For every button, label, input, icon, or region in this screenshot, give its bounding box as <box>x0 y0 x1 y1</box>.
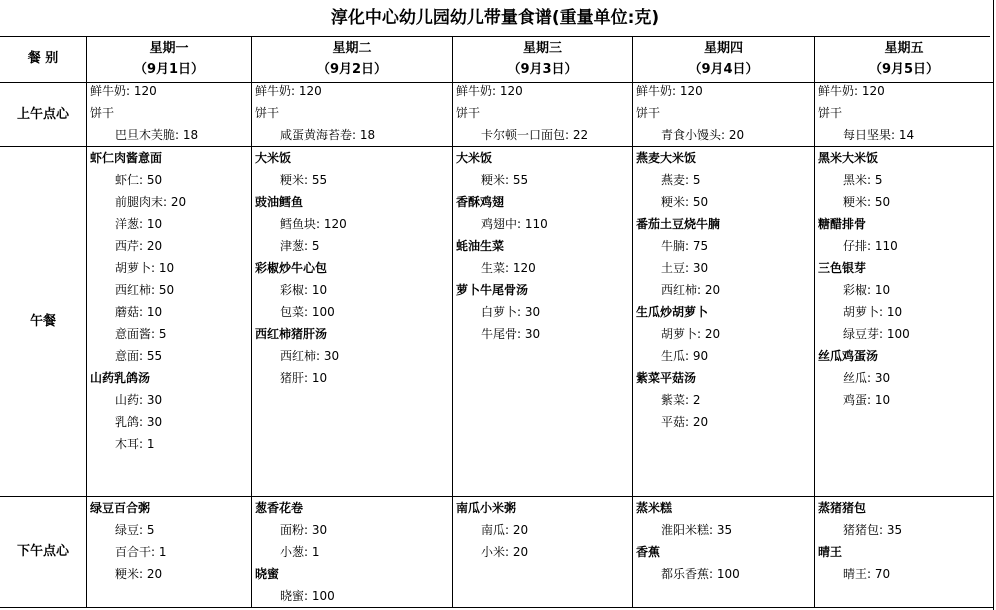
ingredient-item: 前腿肉末: 20 <box>115 195 187 209</box>
lunch-cell-thu <box>633 147 814 433</box>
ingredient-item: 土豆: 30 <box>661 261 709 275</box>
ingredient-item: 白萝卜: 30 <box>481 305 541 319</box>
dish-name: 生瓜炒胡萝卜 <box>636 305 709 319</box>
ingredient-item: 绿豆: 5 <box>115 523 155 537</box>
ingredient-item: 粳米: 55 <box>481 173 529 187</box>
dish-name: 蒸米糕 <box>636 501 673 515</box>
ingredient-item: 鳕鱼块: 120 <box>280 217 347 231</box>
morning-biscuit: 饼干 <box>818 106 843 120</box>
ingredient-item: 粳米: 20 <box>115 567 163 581</box>
morning-item: 卡尔顿一口面包: 22 <box>481 128 589 142</box>
ingredient-item: 小葱: 1 <box>280 545 320 559</box>
dish-name: 三色银芽 <box>818 261 867 275</box>
day-name: 星期四 <box>703 41 743 56</box>
ingredient-item: 平菇: 20 <box>661 415 709 429</box>
ingredient-item: 仔排: 110 <box>843 239 898 253</box>
ingredient-item: 粳米: 50 <box>661 195 709 209</box>
morning-biscuit: 饼干 <box>255 106 280 120</box>
ingredient-item: 晴王: 70 <box>843 567 891 581</box>
ingredient-item: 西红柿: 30 <box>280 349 340 363</box>
morning-biscuit: 饼干 <box>636 106 661 120</box>
dish-name: 蚝油生菜 <box>456 239 505 253</box>
ingredient-item: 蘑菇: 10 <box>115 305 163 319</box>
lunch-cell-tue <box>252 147 452 389</box>
ingredient-item: 淮阳米糕: 35 <box>661 523 733 537</box>
ingredient-item: 黑米: 5 <box>843 173 883 187</box>
ingredient-item: 丝瓜: 30 <box>843 371 891 385</box>
dish-name: 山药乳鸽汤 <box>90 371 151 385</box>
dish-name: 虾仁肉酱意面 <box>90 151 163 165</box>
afternoon-cell-fri <box>815 497 993 585</box>
morning-milk: 鲜牛奶: 120 <box>456 84 523 98</box>
ingredient-item: 木耳: 1 <box>115 437 155 451</box>
ingredient-item: 燕麦: 5 <box>661 173 701 187</box>
morning-milk: 鲜牛奶: 120 <box>636 84 703 98</box>
day-date: （9月1日） <box>133 62 205 77</box>
ingredient-item: 面粉: 30 <box>280 523 328 537</box>
day-header-fri <box>815 38 993 82</box>
morning-milk: 鲜牛奶: 120 <box>255 84 322 98</box>
day-header-mon <box>87 38 251 82</box>
day-name: 星期一 <box>149 41 189 56</box>
ingredient-item: 西芹: 20 <box>115 239 163 253</box>
morning-milk: 鲜牛奶: 120 <box>818 84 885 98</box>
ingredient-item: 生菜: 120 <box>481 261 536 275</box>
ingredient-item: 粳米: 50 <box>843 195 891 209</box>
day-name: 星期五 <box>884 41 924 56</box>
dish-name: 蒸猪猪包 <box>818 501 867 515</box>
dish-name: 丝瓜鸡蛋汤 <box>818 349 879 363</box>
page-title: 淳化中心幼儿园幼儿带量食谱(重量单位:克) <box>0 0 990 37</box>
ingredient-item: 胡萝卜: 20 <box>661 327 721 341</box>
dish-name: 大米饭 <box>255 151 292 165</box>
ingredient-item: 猪肝: 10 <box>280 371 328 385</box>
ingredient-item: 胡萝卜: 10 <box>843 305 903 319</box>
ingredient-item: 洋葱: 10 <box>115 217 163 231</box>
dish-name: 南瓜小米粥 <box>456 501 517 515</box>
lunch-cell-wed <box>453 147 632 345</box>
dish-name: 糖醋排骨 <box>818 217 867 231</box>
ingredient-item: 鸡蛋: 10 <box>843 393 891 407</box>
morning-item: 咸蛋黄海苔卷: 18 <box>280 128 376 142</box>
morning-cell-fri <box>815 80 993 146</box>
ingredient-item: 虾仁: 50 <box>115 173 163 187</box>
afternoon-cell-thu <box>633 497 814 585</box>
afternoon-cell-tue <box>252 497 452 607</box>
dish-name: 彩椒炒牛心包 <box>255 261 328 275</box>
ingredient-item: 胡萝卜: 10 <box>115 261 175 275</box>
ingredient-item: 山药: 30 <box>115 393 163 407</box>
morning-item: 巴旦木芙脆: 18 <box>115 128 199 142</box>
morning-cell-wed <box>453 80 632 146</box>
dish-name: 大米饭 <box>456 151 493 165</box>
ingredient-item: 绿豆芽: 100 <box>843 327 910 341</box>
ingredient-item: 意面: 55 <box>115 349 163 363</box>
dish-name: 晓蜜 <box>255 567 280 581</box>
meal-label-lunch: 午餐 <box>29 314 56 329</box>
ingredient-item: 小米: 20 <box>481 545 529 559</box>
ingredient-item: 猪猪包: 35 <box>843 523 903 537</box>
ingredient-item: 南瓜: 20 <box>481 523 529 537</box>
dish-name: 豉油鳕鱼 <box>255 195 304 209</box>
ingredient-item: 鸡翅中: 110 <box>481 217 548 231</box>
dish-name: 香酥鸡翅 <box>456 195 505 209</box>
day-name: 星期三 <box>522 41 562 56</box>
dish-name: 燕麦大米饭 <box>636 151 697 165</box>
ingredient-item: 牛尾骨: 30 <box>481 327 541 341</box>
morning-item: 青食小馒头: 20 <box>661 128 745 142</box>
dish-name: 萝卜牛尾骨汤 <box>456 283 529 297</box>
morning-item: 每日坚果: 14 <box>843 128 915 142</box>
ingredient-item: 意面酱: 5 <box>115 327 167 341</box>
day-date: （9月4日） <box>688 62 759 77</box>
morning-cell-tue <box>252 80 452 146</box>
day-header-tue <box>252 38 452 82</box>
dish-name: 番茄土豆烧牛腩 <box>636 217 721 231</box>
morning-milk: 鲜牛奶: 120 <box>90 84 157 98</box>
ingredient-item: 津葱: 5 <box>280 239 320 253</box>
ingredient-item: 乳鸽: 30 <box>115 415 163 429</box>
day-date: （9月2日） <box>316 62 388 77</box>
morning-biscuit: 饼干 <box>456 106 481 120</box>
ingredient-item: 牛腩: 75 <box>661 239 709 253</box>
meal-label-morning: 上午点心 <box>16 107 69 122</box>
ingredient-item: 包菜: 100 <box>280 305 335 319</box>
dish-name: 晴王 <box>818 545 843 559</box>
afternoon-cell-wed <box>453 497 632 563</box>
lunch-cell-fri <box>815 147 993 411</box>
day-header-thu <box>633 38 814 82</box>
dish-name: 葱香花卷 <box>255 501 304 515</box>
day-date: （9月3日） <box>507 62 578 77</box>
dish-name: 西红柿猪肝汤 <box>255 327 328 341</box>
dish-name: 黑米大米饭 <box>818 151 879 165</box>
dish-name: 紫菜平菇汤 <box>636 371 697 385</box>
day-date: （9月5日） <box>868 62 940 77</box>
morning-biscuit: 饼干 <box>90 106 115 120</box>
lunch-cell-mon <box>87 147 251 455</box>
ingredient-item: 百合干: 1 <box>115 545 167 559</box>
meal-label-afternoon: 下午点心 <box>16 544 69 559</box>
ingredient-item: 生瓜: 90 <box>661 349 709 363</box>
ingredient-item: 都乐香蕉: 100 <box>661 567 740 581</box>
morning-cell-mon <box>87 80 251 146</box>
dish-name: 绿豆百合粥 <box>90 501 151 515</box>
ingredient-item: 西红柿: 20 <box>661 283 721 297</box>
day-header-wed <box>453 38 632 82</box>
table-border-right <box>993 0 994 610</box>
morning-cell-thu <box>633 80 814 146</box>
ingredient-item: 西红柿: 50 <box>115 283 175 297</box>
afternoon-cell-mon <box>87 497 251 585</box>
day-name: 星期二 <box>332 41 372 56</box>
ingredient-item: 彩椒: 10 <box>280 283 328 297</box>
ingredient-item: 晓蜜: 100 <box>280 589 335 603</box>
table-border-bottom <box>0 607 994 608</box>
dish-name: 香蕉 <box>636 545 661 559</box>
ingredient-item: 彩椒: 10 <box>843 283 891 297</box>
meal-column-header: 餐 别 <box>27 51 59 66</box>
ingredient-item: 粳米: 55 <box>280 173 328 187</box>
ingredient-item: 紫菜: 2 <box>661 393 701 407</box>
